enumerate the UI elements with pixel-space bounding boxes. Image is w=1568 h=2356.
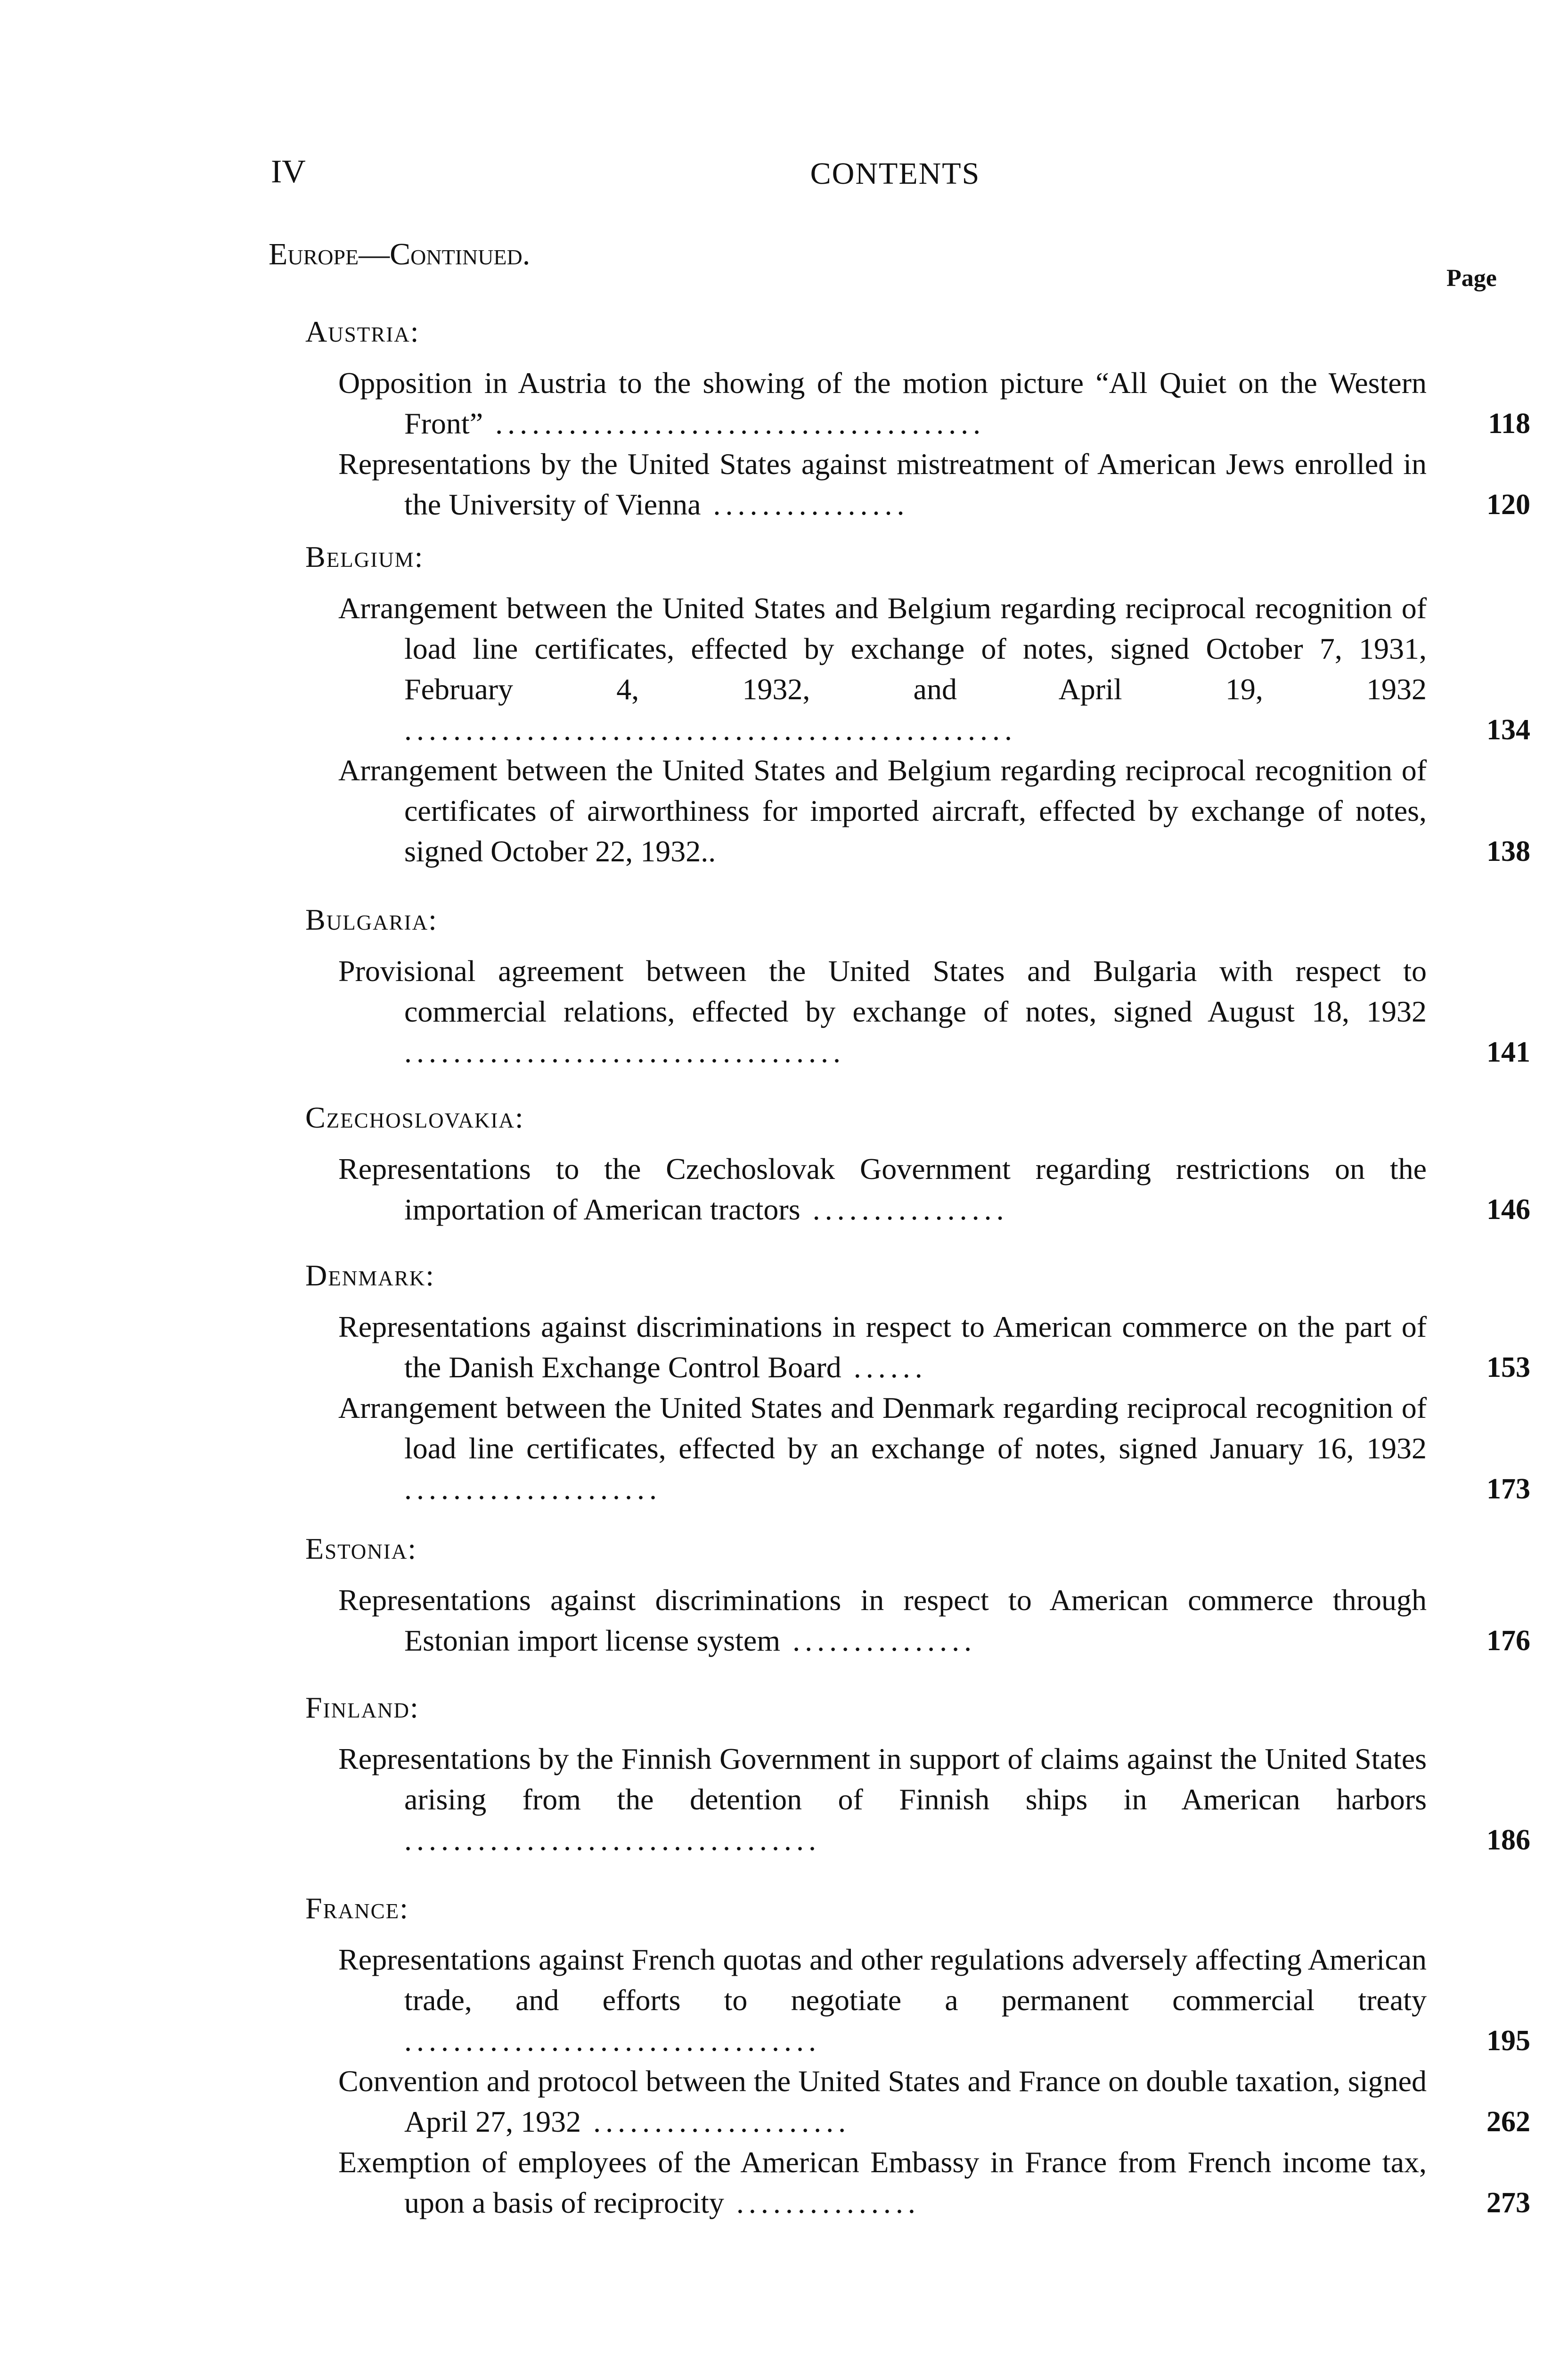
- dot-leaders: ........................................: [483, 407, 986, 440]
- entry-title: Provisional agreement between the United States and Bulgaria with respect to commercial relations, effected by exchange of notes, signed August 18, 1932: [338, 954, 1427, 1028]
- entry-title: Exemption of employees of the American Embassy in France from French income tax, upon a basis of reciprocity: [338, 2145, 1427, 2219]
- entry-page-number: 118: [1488, 408, 1530, 440]
- entry-page-number: 146: [1486, 1194, 1530, 1226]
- contents-entry: [338, 951, 1530, 1072]
- section-austria: [305, 317, 1530, 525]
- page-column-label: Page: [1446, 265, 1497, 292]
- entry-page-number: 262: [1486, 2106, 1530, 2138]
- entry-title: Arrangement between the United States and Belgium regarding reciprocal recognition of certificates of airworthiness for imported aircraft, effected by exchange of notes, signed October 22, 1932..: [338, 753, 1427, 868]
- section-belgium: [305, 542, 1530, 872]
- dot-leaders: ................: [701, 488, 909, 521]
- entry-page-number: 176: [1486, 1625, 1530, 1657]
- section-estonia: [305, 1534, 1530, 1661]
- country-heading: Bulgaria:: [305, 903, 438, 936]
- country-heading: Denmark:: [305, 1259, 435, 1292]
- dot-leaders: ...............: [724, 2186, 920, 2219]
- contents-entry: [338, 588, 1530, 750]
- entry-title: Representations by the United States against mistreatment of American Jews enrolled in the University of Vienna: [338, 447, 1427, 521]
- contents-entry: [338, 1939, 1530, 2061]
- contents-entry: [338, 2142, 1530, 2223]
- dot-leaders: ..................................: [404, 1823, 821, 1857]
- country-heading: Estonia:: [305, 1532, 417, 1565]
- entry-page-number: 273: [1486, 2187, 1530, 2219]
- entry-title: Arrangement between the United States and Denmark regarding reciprocal recognition of load line certificates, effected by an exchange of notes, signed January 16, 1932: [338, 1391, 1427, 1465]
- entry-page-number: 141: [1486, 1036, 1530, 1068]
- entry-page-number: 186: [1486, 1824, 1530, 1856]
- page-number: IV: [271, 154, 306, 190]
- country-heading: Belgium:: [305, 540, 424, 573]
- country-heading: Czechoslovakia:: [305, 1101, 524, 1134]
- section-denmark: [305, 1260, 1530, 1509]
- dot-leaders: ......: [841, 1350, 927, 1384]
- entry-title: Representations against French quotas and other regulations adversely affecting American trade, and efforts to negotiate a permanent commercial treaty: [338, 1943, 1427, 2017]
- country-heading: Austria:: [305, 315, 420, 348]
- entry-title: Arrangement between the United States and Belgium regarding reciprocal recognition of load line certificates, effected by exchange of notes, signed October 7, 1931, February 4, 1932, and April 19, 1932: [338, 591, 1427, 706]
- section-finland: [305, 1693, 1530, 1860]
- entry-page-number: 173: [1486, 1473, 1530, 1505]
- dot-leaders: .....................: [581, 2105, 851, 2138]
- contents-entry: [338, 1580, 1530, 1661]
- entry-page-number: 138: [1486, 835, 1530, 867]
- dot-leaders: ................: [800, 1193, 1009, 1226]
- entry-title: Representations to the Czechoslovak Government regarding restrictions on the importation of American tractors: [338, 1152, 1427, 1226]
- contents-entry: [338, 2061, 1530, 2142]
- contents-entry: [338, 1307, 1530, 1388]
- country-heading: Finland:: [305, 1691, 419, 1724]
- section-czechoslovakia: [305, 1103, 1530, 1230]
- contents-entry: [338, 1739, 1530, 1860]
- entry-page-number: 153: [1486, 1351, 1530, 1383]
- entry-title: Convention and protocol between the United States and France on double taxation, signed April 27, 1932: [338, 2064, 1427, 2138]
- entry-page-number: 134: [1486, 714, 1530, 746]
- contents-entry: [338, 363, 1530, 444]
- entry-page-number: 195: [1486, 2025, 1530, 2057]
- contents-entry: [338, 750, 1530, 872]
- contents-entry: [338, 1388, 1530, 1509]
- dot-leaders: ....................................: [404, 1035, 845, 1069]
- contents-entry: [338, 1149, 1530, 1230]
- dot-leaders: .....................: [404, 1472, 662, 1505]
- country-heading: France:: [305, 1891, 409, 1925]
- section-bulgaria: [305, 905, 1530, 1072]
- running-head: CONTENTS: [810, 156, 980, 191]
- entry-title: Opposition in Austria to the showing of the motion picture “All Quiet on the Western Front”: [338, 366, 1427, 440]
- dot-leaders: ..................................: [404, 2024, 821, 2057]
- dot-leaders: ...............: [780, 1624, 977, 1657]
- continued-heading: Europe—Continued.: [269, 237, 531, 271]
- section-france: [305, 1893, 1530, 2223]
- contents-entry: [338, 444, 1530, 525]
- entry-page-number: 120: [1486, 489, 1530, 521]
- entry-title: Representations against discriminations in respect to American commerce on the part of the Danish Exchange Control Board: [338, 1310, 1427, 1384]
- entry-title: Representations by the Finnish Government in support of claims against the United States arising from the detention of Finnish ships in American harbors: [338, 1742, 1427, 1816]
- dot-leaders: ..................................................: [404, 713, 1017, 746]
- entry-title: Representations against discriminations in respect to American commerce through Estonian import license system: [338, 1583, 1427, 1657]
